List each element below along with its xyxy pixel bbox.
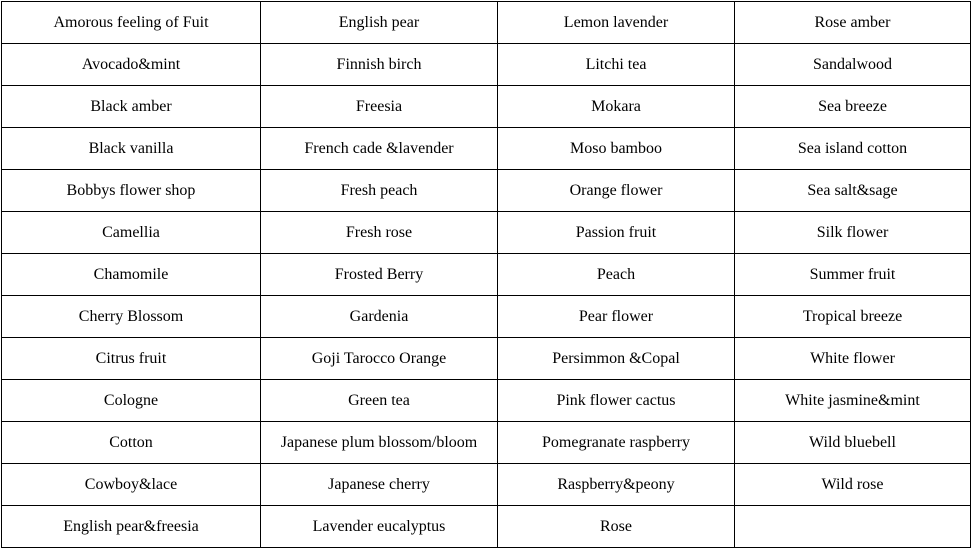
table-cell: Camellia: [2, 212, 261, 254]
table-cell: Fresh rose: [261, 212, 498, 254]
table-cell: Orange flower: [498, 170, 735, 212]
table-cell: English pear&freesia: [2, 506, 261, 548]
table-cell: Sea breeze: [735, 86, 971, 128]
table-cell: Raspberry&peony: [498, 464, 735, 506]
table-cell: Wild rose: [735, 464, 971, 506]
table-row: [2, 296, 971, 338]
table-cell: Sandalwood: [735, 44, 971, 86]
table-row: [2, 86, 971, 128]
table-cell: Finnish birch: [261, 44, 498, 86]
table-cell: Frosted Berry: [261, 254, 498, 296]
table-cell: Cherry Blossom: [2, 296, 261, 338]
table-cell: Pear flower: [498, 296, 735, 338]
table-row: [2, 464, 971, 506]
table-cell: Gardenia: [261, 296, 498, 338]
table-cell: Black amber: [2, 86, 261, 128]
table-row: [2, 128, 971, 170]
table-cell: Cotton: [2, 422, 261, 464]
table-cell: Tropical breeze: [735, 296, 971, 338]
table-cell: Peach: [498, 254, 735, 296]
table-cell: Lemon lavender: [498, 2, 735, 44]
table-row: [2, 212, 971, 254]
table-cell: [735, 506, 971, 548]
table-cell: Mokara: [498, 86, 735, 128]
table-cell: Goji Tarocco Orange: [261, 338, 498, 380]
scent-table-body: [2, 2, 971, 548]
table-cell: White flower: [735, 338, 971, 380]
table-cell: Amorous feeling of Fuit: [2, 2, 261, 44]
table-cell: Moso bamboo: [498, 128, 735, 170]
table-cell: Silk flower: [735, 212, 971, 254]
table-row: [2, 380, 971, 422]
table-cell: Summer fruit: [735, 254, 971, 296]
table-cell: Wild bluebell: [735, 422, 971, 464]
table-cell: Bobbys flower shop: [2, 170, 261, 212]
table-cell: Citrus fruit: [2, 338, 261, 380]
table-cell: Black vanilla: [2, 128, 261, 170]
table-cell: Passion fruit: [498, 212, 735, 254]
table-row: [2, 338, 971, 380]
table-cell: Pomegranate raspberry: [498, 422, 735, 464]
table-cell: Japanese plum blossom/bloom: [261, 422, 498, 464]
table-cell: White jasmine&mint: [735, 380, 971, 422]
scent-table: [1, 1, 971, 548]
table-cell: French cade &lavender: [261, 128, 498, 170]
table-row: [2, 506, 971, 548]
table-cell: Japanese cherry: [261, 464, 498, 506]
table-cell: Litchi tea: [498, 44, 735, 86]
table-cell: Avocado&mint: [2, 44, 261, 86]
table-cell: Rose: [498, 506, 735, 548]
table-cell: Sea salt&sage: [735, 170, 971, 212]
table-row: [2, 254, 971, 296]
table-cell: Sea island cotton: [735, 128, 971, 170]
table-cell: Lavender eucalyptus: [261, 506, 498, 548]
table-cell: Green tea: [261, 380, 498, 422]
table-row: [2, 2, 971, 44]
table-cell: English pear: [261, 2, 498, 44]
table-cell: Cologne: [2, 380, 261, 422]
table-cell: Persimmon &Copal: [498, 338, 735, 380]
table-row: [2, 44, 971, 86]
table-cell: Freesia: [261, 86, 498, 128]
table-cell: Fresh peach: [261, 170, 498, 212]
table-row: [2, 170, 971, 212]
table-cell: Cowboy&lace: [2, 464, 261, 506]
table-cell: Chamomile: [2, 254, 261, 296]
table-cell: Pink flower cactus: [498, 380, 735, 422]
table-cell: Rose amber: [735, 2, 971, 44]
table-row: [2, 422, 971, 464]
